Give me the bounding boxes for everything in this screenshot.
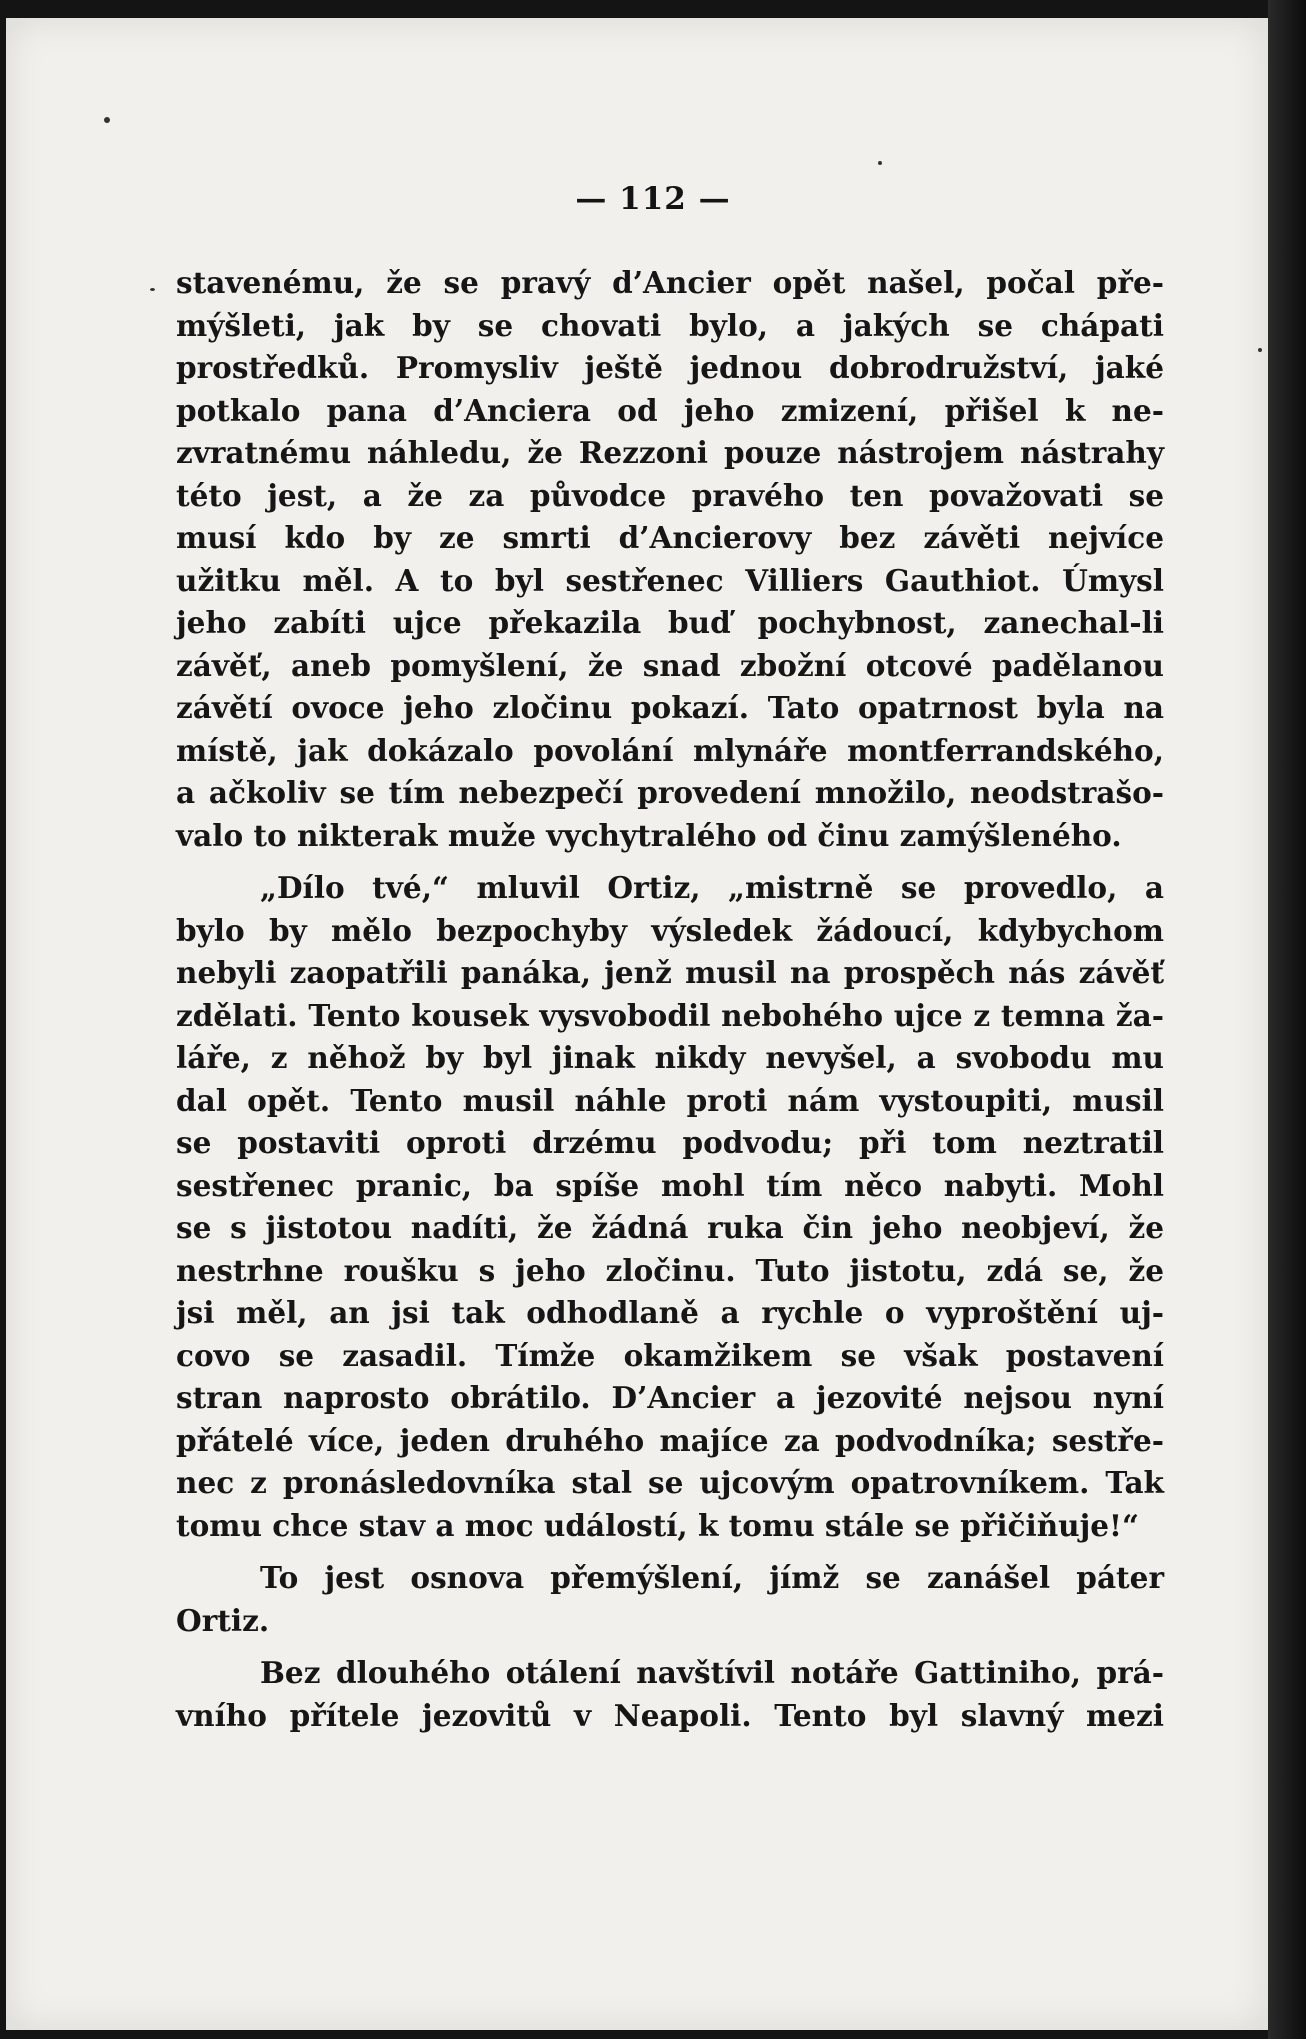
scan-speck: [104, 117, 110, 123]
text-line: prostředků. Promysliv ještě jednou dobrodružství, jaké: [176, 350, 1164, 385]
text-line: láře, z něhož by byl jinak nikdy nevyšel, a svobodu mu: [176, 1040, 1164, 1075]
text-line: tomu chce stav a moc událostí, k tomu stále se přičiňuje!“: [176, 1507, 1139, 1543]
text-line: Ortiz.: [176, 1602, 270, 1638]
paragraph: [176, 1652, 1164, 1737]
page-number: — 112 —: [575, 181, 731, 217]
text-line: zvratnému náhledu, že Rezzoni pouze nástrojem nástrahy: [176, 435, 1164, 470]
text-line: nestrhne roušku s jeho zločinu. Tuto jistotu, zdá se, že: [176, 1252, 1164, 1288]
text-line: mýšleti, jak by se chovati bylo, a jakých se chápati: [176, 307, 1164, 343]
text-line: místě, jak dokázalo povolání mlynáře montferrandského,: [176, 732, 1164, 768]
text-line: užitku měl. A to byl sestřenec Villiers Gauthiot. Úmysl: [176, 562, 1164, 598]
scan-speck: [1258, 348, 1262, 352]
text-line: potkalo pana d’Anciera od jeho zmizení, přišel k ne-: [176, 392, 1164, 428]
text-line: valo to nikterak muže vychytralého od činu zamýšleného.: [176, 817, 1122, 853]
text-line: dal opět. Tento musil náhle proti nám vystoupiti, musil: [176, 1082, 1164, 1118]
paragraph-gap: [176, 1547, 1164, 1557]
text-line: „Dílo tvé,“ mluvil Ortiz, „mistrně se provedlo, a: [260, 870, 1164, 905]
paragraph: [176, 1557, 1164, 1642]
text-line: To jest osnova přemýšlení, jímž se zanášel páter: [260, 1560, 1164, 1595]
text-line: stavenému, že se pravý d’Ancier opět našel, počal pře-: [176, 265, 1164, 300]
text-line: bylo by mělo bezpochyby výsledek žádoucí, kdybychom: [176, 912, 1164, 948]
text-line: musí kdo by ze smrti d’Ancierovy bez závěti nejvíce: [176, 520, 1164, 555]
text-line: Bez dlouhého otálení navštívil notáře Gattiniho, prá-: [260, 1655, 1164, 1690]
text-line: této jest, a že za původce pravého ten považovati se: [176, 477, 1164, 513]
text-line: přátelé více, jeden druhého majíce za podvodníka; sestře-: [176, 1422, 1164, 1458]
text-line: a ačkoliv se tím nebezpečí provedení množilo, neodstrašo-: [176, 775, 1164, 810]
scan-speck: [878, 161, 882, 165]
body-text: [176, 262, 1164, 1737]
paragraph-gap: [176, 1642, 1164, 1652]
paragraph: [176, 867, 1164, 1547]
text-line: stran naprosto obrátilo. D’Ancier a jezovité nejsou nyní: [176, 1380, 1164, 1415]
text-line: jeho zabíti ujce překazila buď pochybnost, zanechal-li: [176, 605, 1164, 640]
text-line: sestřenec pranic, ba spíše mohl tím něco nabyti. Mohl: [176, 1167, 1164, 1203]
text-line: závěť, aneb pomyšlení, že snad zbožní otcové padělanou: [176, 647, 1164, 683]
page-edge-shadow: [1268, 0, 1306, 2039]
text-line: se s jistotou nadíti, že žádná ruka čin jeho neobjeví, že: [176, 1210, 1164, 1245]
text-line: nebyli zaopatřili panáka, jenž musil na prospěch nás závěť: [176, 955, 1164, 990]
text-line: se postaviti oproti drzému podvodu; při tom neztratil: [176, 1125, 1164, 1160]
text-line: nec z pronásledovníka stal se ujcovým opatrovníkem. Tak: [176, 1465, 1164, 1500]
text-line: jsi měl, an jsi tak odhodlaně a rychle o vyproštění uj-: [176, 1295, 1164, 1330]
text-line: covo se zasadil. Tímže okamžikem se však postavení: [176, 1337, 1164, 1373]
text-line: závětí ovoce jeho zločinu pokazí. Tato opatrnost byla na: [176, 690, 1164, 725]
paragraph-gap: [176, 857, 1164, 867]
scan-speck: [150, 288, 155, 291]
text-line: vního přítele jezovitů v Neapoli. Tento byl slavný mezi: [176, 1697, 1164, 1733]
paragraph: [176, 262, 1164, 857]
text-line: zdělati. Tento kousek vysvobodil nebohého ujce z temna ža-: [176, 997, 1164, 1033]
